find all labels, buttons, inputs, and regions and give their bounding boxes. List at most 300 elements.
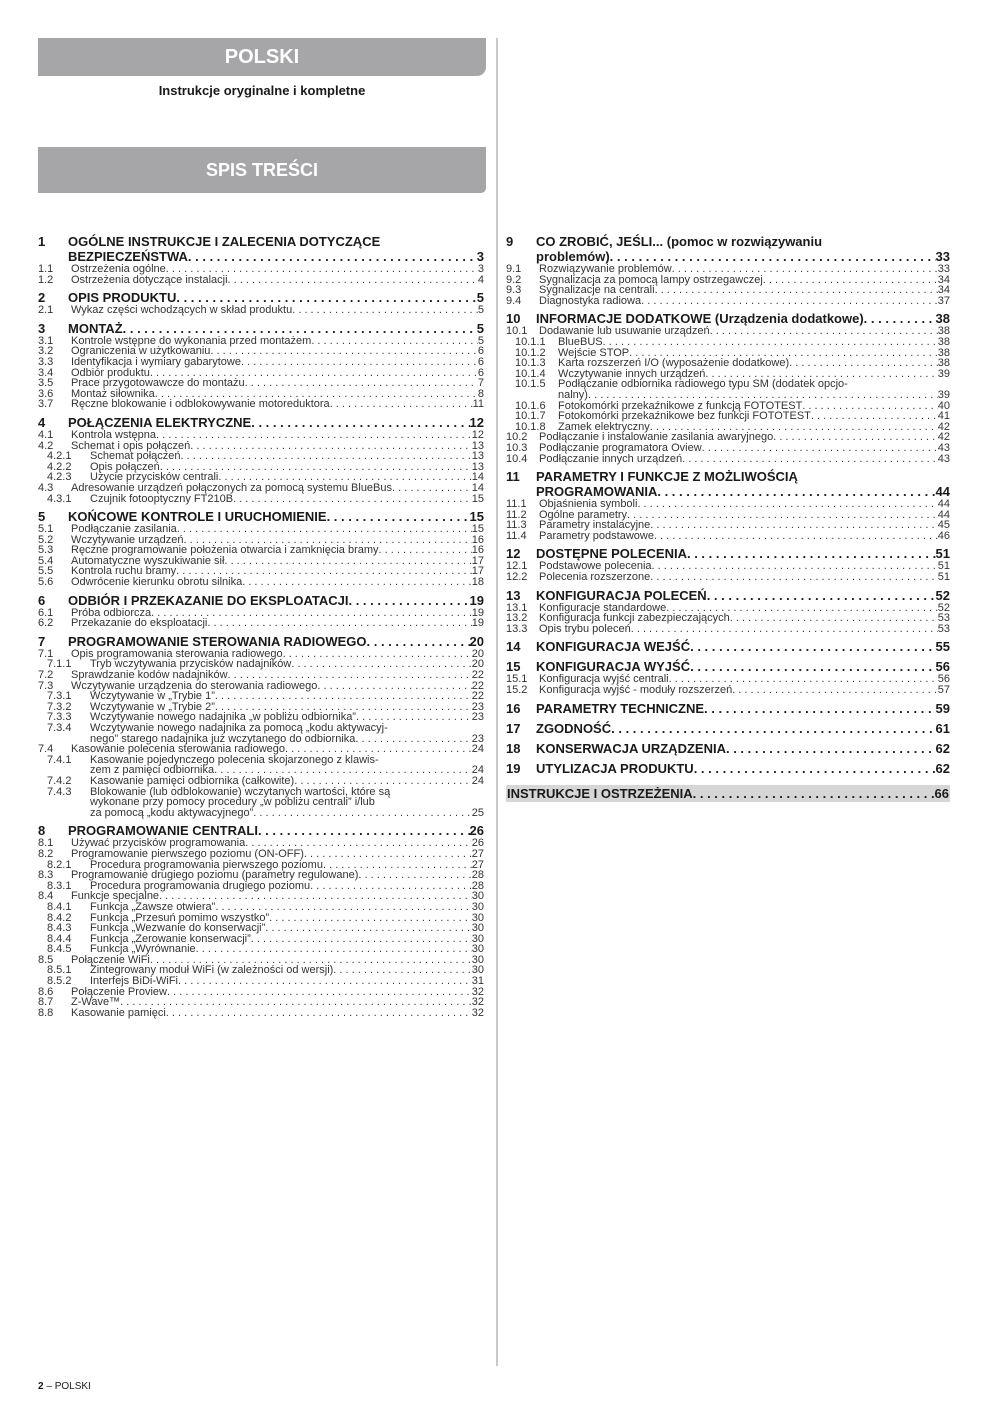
- toc-entry-number: 10.3: [506, 441, 528, 454]
- toc-entry-text: Podstawowe polecenia: [539, 560, 652, 573]
- toc-right-column: [506, 234, 950, 802]
- toc-entry-text: Konfiguracja wyjść - moduły rozszerzeń: [539, 684, 733, 697]
- dot-leader: [292, 305, 478, 316]
- toc-page-number: 24: [471, 764, 484, 777]
- dot-leader: [694, 761, 936, 776]
- toc-section-body: [536, 659, 950, 674]
- dot-leader: [251, 934, 472, 945]
- toc-entry-body: [558, 379, 950, 400]
- dot-leader: [120, 997, 472, 1008]
- toc-entry-text: Ostrzeżenia ogólne: [71, 263, 166, 275]
- toc-entry-number: 7.1.1: [47, 658, 72, 671]
- toc-entry-number: 8.2: [38, 847, 54, 860]
- toc-entry-text: Programowanie pierwszego poziomu (ON-OFF): [71, 847, 304, 860]
- toc-section-title: BEZPIECZEŃSTWA: [68, 249, 188, 264]
- dot-leader: [167, 987, 472, 998]
- toc-entry-last-line: [90, 808, 484, 819]
- dot-leader: [233, 494, 472, 505]
- toc-page-number: 27: [471, 847, 484, 860]
- toc-entry: [506, 624, 950, 635]
- toc-section: [38, 509, 484, 524]
- toc-section: [506, 761, 950, 776]
- toc-entry-number: 10.1.4: [515, 367, 546, 380]
- toc-entry-number: 10.1.5: [515, 378, 546, 391]
- toc-entry-number: 10.1.2: [515, 346, 546, 359]
- dot-leader: [283, 649, 472, 660]
- toc-page-number: 52: [937, 601, 950, 614]
- toc-entry-body: [539, 296, 950, 307]
- toc-section-title-row: [68, 509, 484, 524]
- toc-entry: [38, 275, 484, 286]
- dot-leader: [864, 311, 936, 326]
- toc-entry-number: 9.3: [506, 284, 522, 297]
- toc-section-title: UTYLIZACJA PRODUKTU: [536, 760, 694, 776]
- toc-entry-text: Kasowanie polecenia sterowania radiowego: [71, 743, 286, 756]
- toc-entry-text: Montaż siłownika: [71, 387, 155, 400]
- toc-entry-text: Wczytywanie w „Trybie 2”: [90, 700, 215, 713]
- toc-entry-number: 3.2: [38, 345, 54, 358]
- toc-entry-number: 12.2: [506, 571, 528, 584]
- footer-language: POLSKI: [54, 1381, 91, 1392]
- dot-leader: [627, 510, 938, 521]
- toc-entry-number: 7.4.1: [47, 753, 72, 766]
- dot-leader: [156, 430, 472, 441]
- toc-entry-text: Funkcja „Przesuń pomimo wszystko”: [90, 911, 270, 924]
- dot-leader: [317, 681, 471, 692]
- dot-leader: [311, 336, 478, 347]
- toc-entry-text: Sygnalizacje na centrali: [539, 284, 655, 297]
- toc-section-body: [68, 321, 484, 336]
- toc-section-title-row: [536, 701, 950, 716]
- dot-leader: [672, 264, 938, 275]
- toc-page-number: 20: [471, 647, 484, 660]
- toc-page-number: 43: [937, 452, 950, 465]
- toc-entry-text-line: Wczytywanie nowego nadajnika za pomocą „kodu aktywacyj-: [90, 722, 388, 734]
- toc-entry-text: Wczytywanie w „Trybie 1”: [90, 690, 215, 703]
- dot-leader: [228, 275, 478, 286]
- toc-entry: [38, 357, 484, 368]
- toc-entry-number: 8.4: [38, 890, 54, 903]
- toc-entry-text: Procedura programowania drugiego poziomu: [90, 879, 311, 892]
- toc-entry-text-line: Podłączanie odbiornika radiowego typu SM (dodatek opcjo-: [558, 378, 848, 391]
- toc-entry-number: 13.1: [506, 601, 528, 614]
- toc-section-number: 2: [38, 290, 46, 306]
- dot-leader: [269, 913, 472, 924]
- toc-page-number: 16: [471, 544, 484, 557]
- toc-page-number: 16: [471, 533, 484, 546]
- toc-entry-number: 8.8: [38, 1006, 54, 1019]
- toc-section-title: ZGODNOŚĆ: [536, 720, 612, 736]
- toc-entry-text: Z-Wave™: [71, 996, 121, 1009]
- toc-entry-body: [539, 443, 950, 454]
- toc-entry-text: Sygnalizacja za pomocą lampy ostrzegawczej: [539, 273, 763, 286]
- toc-entry-text: Prace przygotowawcze do montażu: [71, 377, 245, 390]
- toc-entry: [38, 849, 484, 860]
- toc-page-number: 23: [471, 732, 484, 745]
- toc-entry-body: [71, 399, 484, 410]
- toc-entry-text-line: Blokowanie (lub odblokowanie) wczytanych wartości, które są: [90, 785, 391, 798]
- dot-leader: [245, 378, 478, 389]
- dot-leader: [682, 454, 938, 465]
- toc-page-number: 30: [471, 953, 484, 966]
- toc-entry-body: [90, 723, 484, 744]
- toc-entry: [38, 305, 484, 316]
- footer-separator: –: [43, 1381, 55, 1392]
- column-divider: [496, 38, 498, 1366]
- toc-section: [38, 415, 484, 430]
- toc-entry: [38, 483, 484, 494]
- toc-page-number: 6: [477, 366, 484, 379]
- dot-leader: [241, 357, 478, 368]
- toc-entry-number: 7.3.1: [47, 690, 72, 703]
- dot-leader: [650, 572, 937, 583]
- toc-entry-number: 1.2: [38, 273, 54, 286]
- toc-page-number: 28: [471, 879, 484, 892]
- toc-page-number: 57: [937, 684, 950, 697]
- toc-entry-number: 5.5: [38, 565, 54, 578]
- toc-page-number: 5: [477, 334, 484, 347]
- toc-entry-text: Używać przycisków programowania: [71, 837, 246, 850]
- toc-page-number: 30: [471, 890, 484, 903]
- toc-section-title-row: [68, 634, 484, 649]
- toc-entry-text: Fotokomórki przekaźnikowe bez funkcji FOTOTEST: [558, 410, 811, 423]
- toc-page-number: 38: [937, 325, 950, 338]
- dot-leader: [224, 556, 471, 567]
- toc-section-number: 3: [38, 320, 46, 336]
- toc-section-title-row: [536, 484, 950, 499]
- toc-entry-text: Przekazanie do eksploatacji: [71, 617, 208, 630]
- toc-entry: [38, 577, 484, 588]
- toc-section: [506, 639, 950, 654]
- toc-entry-number: 8.5.1: [47, 964, 72, 977]
- toc-page-number: 13: [471, 460, 484, 473]
- toc-entry-text: Interfejs BiDi-WiFi: [90, 975, 179, 988]
- toc-section-title-row: [536, 761, 950, 776]
- toc-entry-number: 10.1.6: [515, 399, 546, 412]
- toc-entry-number: 2.1: [38, 304, 54, 317]
- toc-entry-number: 10.4: [506, 452, 528, 465]
- toc-entry: [506, 379, 950, 400]
- toc-entry-text: nalny): [558, 388, 588, 401]
- toc-entry-text: Wejście STOP: [558, 346, 630, 359]
- toc-section-number: 4: [38, 414, 46, 430]
- toc-entry-number: 8.6: [38, 985, 54, 998]
- toc-entry-body: [71, 430, 484, 441]
- dot-leader: [603, 337, 938, 348]
- toc-section-body: [536, 311, 950, 326]
- toc-entry-number: 7.3: [38, 679, 54, 692]
- toc-entry-text: Adresowanie urządzeń połączonych za pomocą systemu BlueBus: [71, 481, 393, 494]
- toc-entry-number: 3.4: [38, 366, 54, 379]
- toc-entry-text: Schemat i opis połączeń: [71, 439, 191, 452]
- toc-entry-number: 11.2: [506, 508, 527, 521]
- toc-entry-text: zem z pamięci odbiornika: [90, 764, 215, 777]
- toc-page-number: 3: [477, 263, 484, 275]
- toc-entry-body: [539, 454, 950, 465]
- dot-leader: [611, 721, 935, 736]
- toc-page-number: 32: [471, 985, 484, 998]
- toc-entry: [506, 264, 950, 275]
- toc-section-body: [536, 701, 950, 716]
- toc-entry-text: Czujnik fotooptyczny FT210B: [90, 492, 234, 505]
- toc-entry: [506, 443, 950, 454]
- toc-entry-text: za pomocą „kodu aktywacyjnego”: [90, 806, 254, 819]
- toc-page-number: 42: [937, 431, 950, 444]
- toc-banner: SPIS TREŚCI: [38, 147, 486, 193]
- dot-leader: [258, 823, 470, 838]
- toc-section-title-row: [536, 311, 950, 326]
- toc-page-number: 51: [937, 571, 950, 584]
- toc-entry-text: Konfiguracje standardowe: [539, 601, 667, 614]
- toc-page-number: 5: [476, 290, 484, 306]
- dot-leader: [652, 561, 938, 572]
- toc-entry-number: 11.4: [506, 529, 527, 542]
- dot-leader: [177, 524, 472, 535]
- toc-page-number: 15: [471, 492, 484, 505]
- toc-entry-number: 5.1: [38, 523, 54, 536]
- toc-page-number: 38: [937, 335, 950, 348]
- toc-page-number: 11: [472, 398, 484, 411]
- toc-entry-number: 15.1: [506, 673, 528, 686]
- toc-entry-number: 3.5: [38, 377, 54, 390]
- toc-page-number: 22: [471, 669, 484, 682]
- toc-entry-body: [558, 337, 950, 348]
- dot-leader: [190, 441, 472, 452]
- toc-entry-text: Parametry instalacyjne: [539, 519, 651, 532]
- toc-entry-number: 8.7: [38, 996, 54, 1009]
- toc-page-number: 59: [935, 700, 950, 716]
- toc-entry: [506, 454, 950, 465]
- toc-entry-text: Podłączanie programatora Oview: [539, 441, 702, 454]
- toc-entry-body: [90, 755, 484, 776]
- toc-page-number: 7: [477, 377, 484, 390]
- toc-section-title-row: [536, 639, 950, 654]
- toc-entry-number: 3.3: [38, 355, 54, 368]
- toc-section-number: 16: [506, 700, 521, 716]
- toc-entry-text: Opis programowania sterowania radiowego: [71, 647, 283, 660]
- toc-page-number: 44: [935, 484, 950, 500]
- toc-section-title: DOSTĘPNE POLECENIA: [536, 546, 687, 562]
- toc-section-number: 15: [506, 659, 521, 675]
- toc-page-number: 52: [935, 587, 950, 603]
- toc-section-title: KONFIGURACJA WEJŚĆ: [536, 639, 691, 655]
- dot-leader: [763, 275, 938, 286]
- toc-page-number: 27: [471, 858, 484, 871]
- dot-leader: [687, 546, 936, 561]
- toc-entry-number: 7.3.4: [47, 722, 72, 734]
- toc-page-number: 44: [937, 498, 950, 511]
- toc-page-number: 30: [471, 943, 484, 956]
- toc-entry-text: Zintegrowany moduł WiFi (w zależności od wersji): [90, 964, 334, 977]
- toc-entry-number: 3.7: [38, 398, 54, 411]
- toc-section: [38, 823, 484, 838]
- toc-page-number: 51: [935, 546, 950, 562]
- toc-section-title: KONFIGURACJA POLECEŃ: [536, 587, 707, 603]
- toc-section-body: [68, 823, 484, 838]
- toc-entry-number: 10.2: [506, 431, 528, 444]
- toc-entry-body: [71, 618, 484, 629]
- toc-section-body: [68, 634, 484, 649]
- toc-entry-number: 8.3.1: [47, 879, 72, 892]
- dot-leader: [327, 509, 470, 524]
- dot-leader: [348, 593, 469, 608]
- toc-section-title-row: [536, 721, 950, 736]
- toc-page-number: 6: [477, 355, 484, 368]
- toc-section-number: 17: [506, 720, 521, 736]
- toc-entry-body: [90, 902, 484, 913]
- toc-section: [506, 546, 950, 561]
- toc-entry-text: Wczytywanie urządzeń: [71, 533, 184, 546]
- toc-section-body: [536, 741, 950, 756]
- toc-entry: [38, 1008, 484, 1019]
- toc-entry-number: 10.1.7: [515, 410, 546, 423]
- dot-leader: [294, 776, 472, 787]
- toc-entry-text: Ostrzeżenia dotyczące instalacji: [71, 273, 228, 286]
- dot-leader: [355, 734, 471, 745]
- toc-entry-text: Ręczne blokowanie i odblokowywanie motoreduktora: [71, 398, 330, 411]
- toc-section-title: KOŃCOWE KONTROLE I URUCHOMIENIE: [68, 509, 327, 525]
- toc-section-number: 9: [506, 234, 514, 249]
- toc-entry-text: Kasowanie pamięci: [71, 1006, 166, 1019]
- dot-leader: [310, 881, 472, 892]
- toc-entry-text: Funkcja „Wezwanie do konserwacji”: [90, 922, 266, 935]
- toc-section: [506, 721, 950, 736]
- toc-section-number: 18: [506, 740, 521, 756]
- dot-leader: [811, 411, 938, 422]
- toc-section: [506, 701, 950, 716]
- toc-section-title: problemów): [536, 249, 610, 264]
- toc-entry: [38, 494, 484, 505]
- toc-entry-number: 8.4.4: [47, 932, 72, 945]
- toc-entry-text: Odwrócenie kierunku obrotu silnika: [71, 576, 243, 589]
- toc-entry-number: 9.1: [506, 263, 522, 275]
- dot-leader: [178, 976, 472, 987]
- dot-leader: [637, 499, 937, 510]
- toc-page-number: 13: [471, 439, 484, 452]
- toc-page-number: 37: [937, 294, 950, 307]
- toc-entry-number: 10.1.8: [515, 420, 546, 433]
- toc-entry: [38, 787, 484, 819]
- toc-entry-text: Połączenie Proview: [71, 985, 167, 998]
- toc-entry-number: 10.1.3: [515, 357, 546, 370]
- toc-section-title-row: [536, 588, 950, 603]
- dot-leader: [655, 285, 938, 296]
- toc-section-number: 5: [38, 509, 46, 525]
- toc-entry-text: Odbiór produktu: [71, 366, 150, 379]
- dot-leader: [242, 577, 472, 588]
- toc-section-body: [68, 593, 484, 608]
- toc-section-title-line: OGÓLNE INSTRUKCJE I ZALECENIA DOTYCZĄCE: [68, 234, 381, 249]
- toc-section-title: PROGRAMOWANIA: [536, 484, 658, 500]
- toc-entry-number: 7.3.3: [47, 711, 72, 724]
- dot-leader: [367, 634, 470, 649]
- toc-entry-text-line: Kasowanie pojedynczego polecenia skojarzonego z klawis-: [90, 753, 379, 766]
- toc-entry: [506, 572, 950, 583]
- toc-section: [506, 588, 950, 603]
- toc-page-number: 55: [935, 639, 950, 655]
- toc-entry-body: [71, 264, 484, 275]
- toc-section-number: 1: [38, 234, 46, 249]
- toc-entry-number: 7.4: [38, 743, 54, 756]
- toc-entry-text: Kontrole wstępne do wykonania przed montażem: [71, 334, 312, 347]
- toc-entry-text: Sprawdzanie kodów nadajników: [71, 669, 228, 682]
- toc-section-title: PROGRAMOWANIE CENTRALI: [68, 823, 258, 839]
- toc-section: [506, 659, 950, 674]
- toc-entry: [506, 296, 950, 307]
- dot-leader: [650, 520, 937, 531]
- toc-entry-number: 1.1: [38, 263, 54, 275]
- dot-leader: [657, 484, 935, 499]
- dot-leader: [166, 264, 478, 275]
- toc-section-number: 14: [506, 639, 521, 655]
- toc-section: [506, 234, 950, 264]
- toc-page-number: 61: [935, 720, 950, 736]
- toc-entry-number: 4.2.2: [47, 460, 72, 473]
- toc-page-number: 30: [471, 964, 484, 977]
- toc-entry: [38, 399, 484, 410]
- toc-page-number: 14: [471, 481, 484, 494]
- toc-section-number: 11: [506, 469, 520, 485]
- toc-entry: [38, 902, 484, 913]
- toc-entry-text: BlueBUS: [558, 335, 603, 348]
- toc-entry-text: Opis połączeń: [90, 460, 160, 473]
- toc-entry-text: nego” starego nadajnika już wczytanego do odbiornika: [90, 732, 356, 745]
- toc-left-column: [38, 234, 484, 1018]
- toc-page-number: 38: [937, 357, 950, 370]
- footer-page-number: 2: [38, 1381, 44, 1392]
- dot-leader: [176, 290, 476, 305]
- toc-page-number: 12: [471, 428, 484, 441]
- dot-leader: [704, 701, 935, 716]
- dot-leader: [588, 390, 938, 401]
- toc-entry-text: Polecenia rozszerzone: [539, 571, 651, 584]
- toc-section-title-row: [536, 249, 950, 264]
- toc-page-number: 15: [469, 509, 484, 525]
- toc-page-number: 13: [471, 450, 484, 463]
- toc-entry-number: 6.2: [38, 617, 54, 630]
- toc-entry-text: Procedura programowania pierwszego poziomu: [90, 858, 323, 871]
- dot-leader: [379, 545, 472, 556]
- toc-entry: [38, 755, 484, 776]
- dot-leader: [631, 624, 938, 635]
- toc-final-entry: [506, 785, 950, 802]
- toc-entry-body: [71, 275, 484, 286]
- toc-entry-text: Programowanie drugiego poziomu (parametry regulowane): [71, 869, 359, 882]
- toc-section-title-row: [68, 415, 484, 430]
- toc-section: [38, 321, 484, 336]
- toc-section-title: MONTAŻ: [68, 320, 123, 336]
- toc-entry-text: Kasowanie pamięci odbiornika (całkowite): [90, 774, 295, 787]
- toc-entry-number: 11.3: [506, 519, 527, 532]
- dot-leader: [654, 531, 938, 542]
- toc-page-number: 33: [937, 263, 950, 275]
- toc-section-title-line: CO ZROBIĆ, JEŚLI... (pomoc w rozwiązywaniu: [536, 234, 823, 249]
- dot-leader: [265, 923, 471, 934]
- toc-page-number: 34: [937, 273, 950, 286]
- toc-section: [506, 311, 950, 326]
- toc-entry-text: Identyfikacja i wymiary gabarytowe: [71, 355, 241, 368]
- toc-section-body: [536, 234, 950, 264]
- dot-leader: [188, 249, 477, 264]
- toc-entry-body: [71, 483, 484, 494]
- toc-entry-number: 10.1: [506, 325, 528, 338]
- toc-section-title: ODBIÓR I PRZEKAZANIE DO EKSPLOATACJI: [68, 592, 349, 608]
- toc-entry-number: 4.3: [38, 481, 54, 494]
- toc-page-number: 39: [937, 388, 950, 401]
- dot-leader: [710, 326, 938, 337]
- dot-leader: [707, 588, 936, 603]
- toc-page-number: 30: [471, 922, 484, 935]
